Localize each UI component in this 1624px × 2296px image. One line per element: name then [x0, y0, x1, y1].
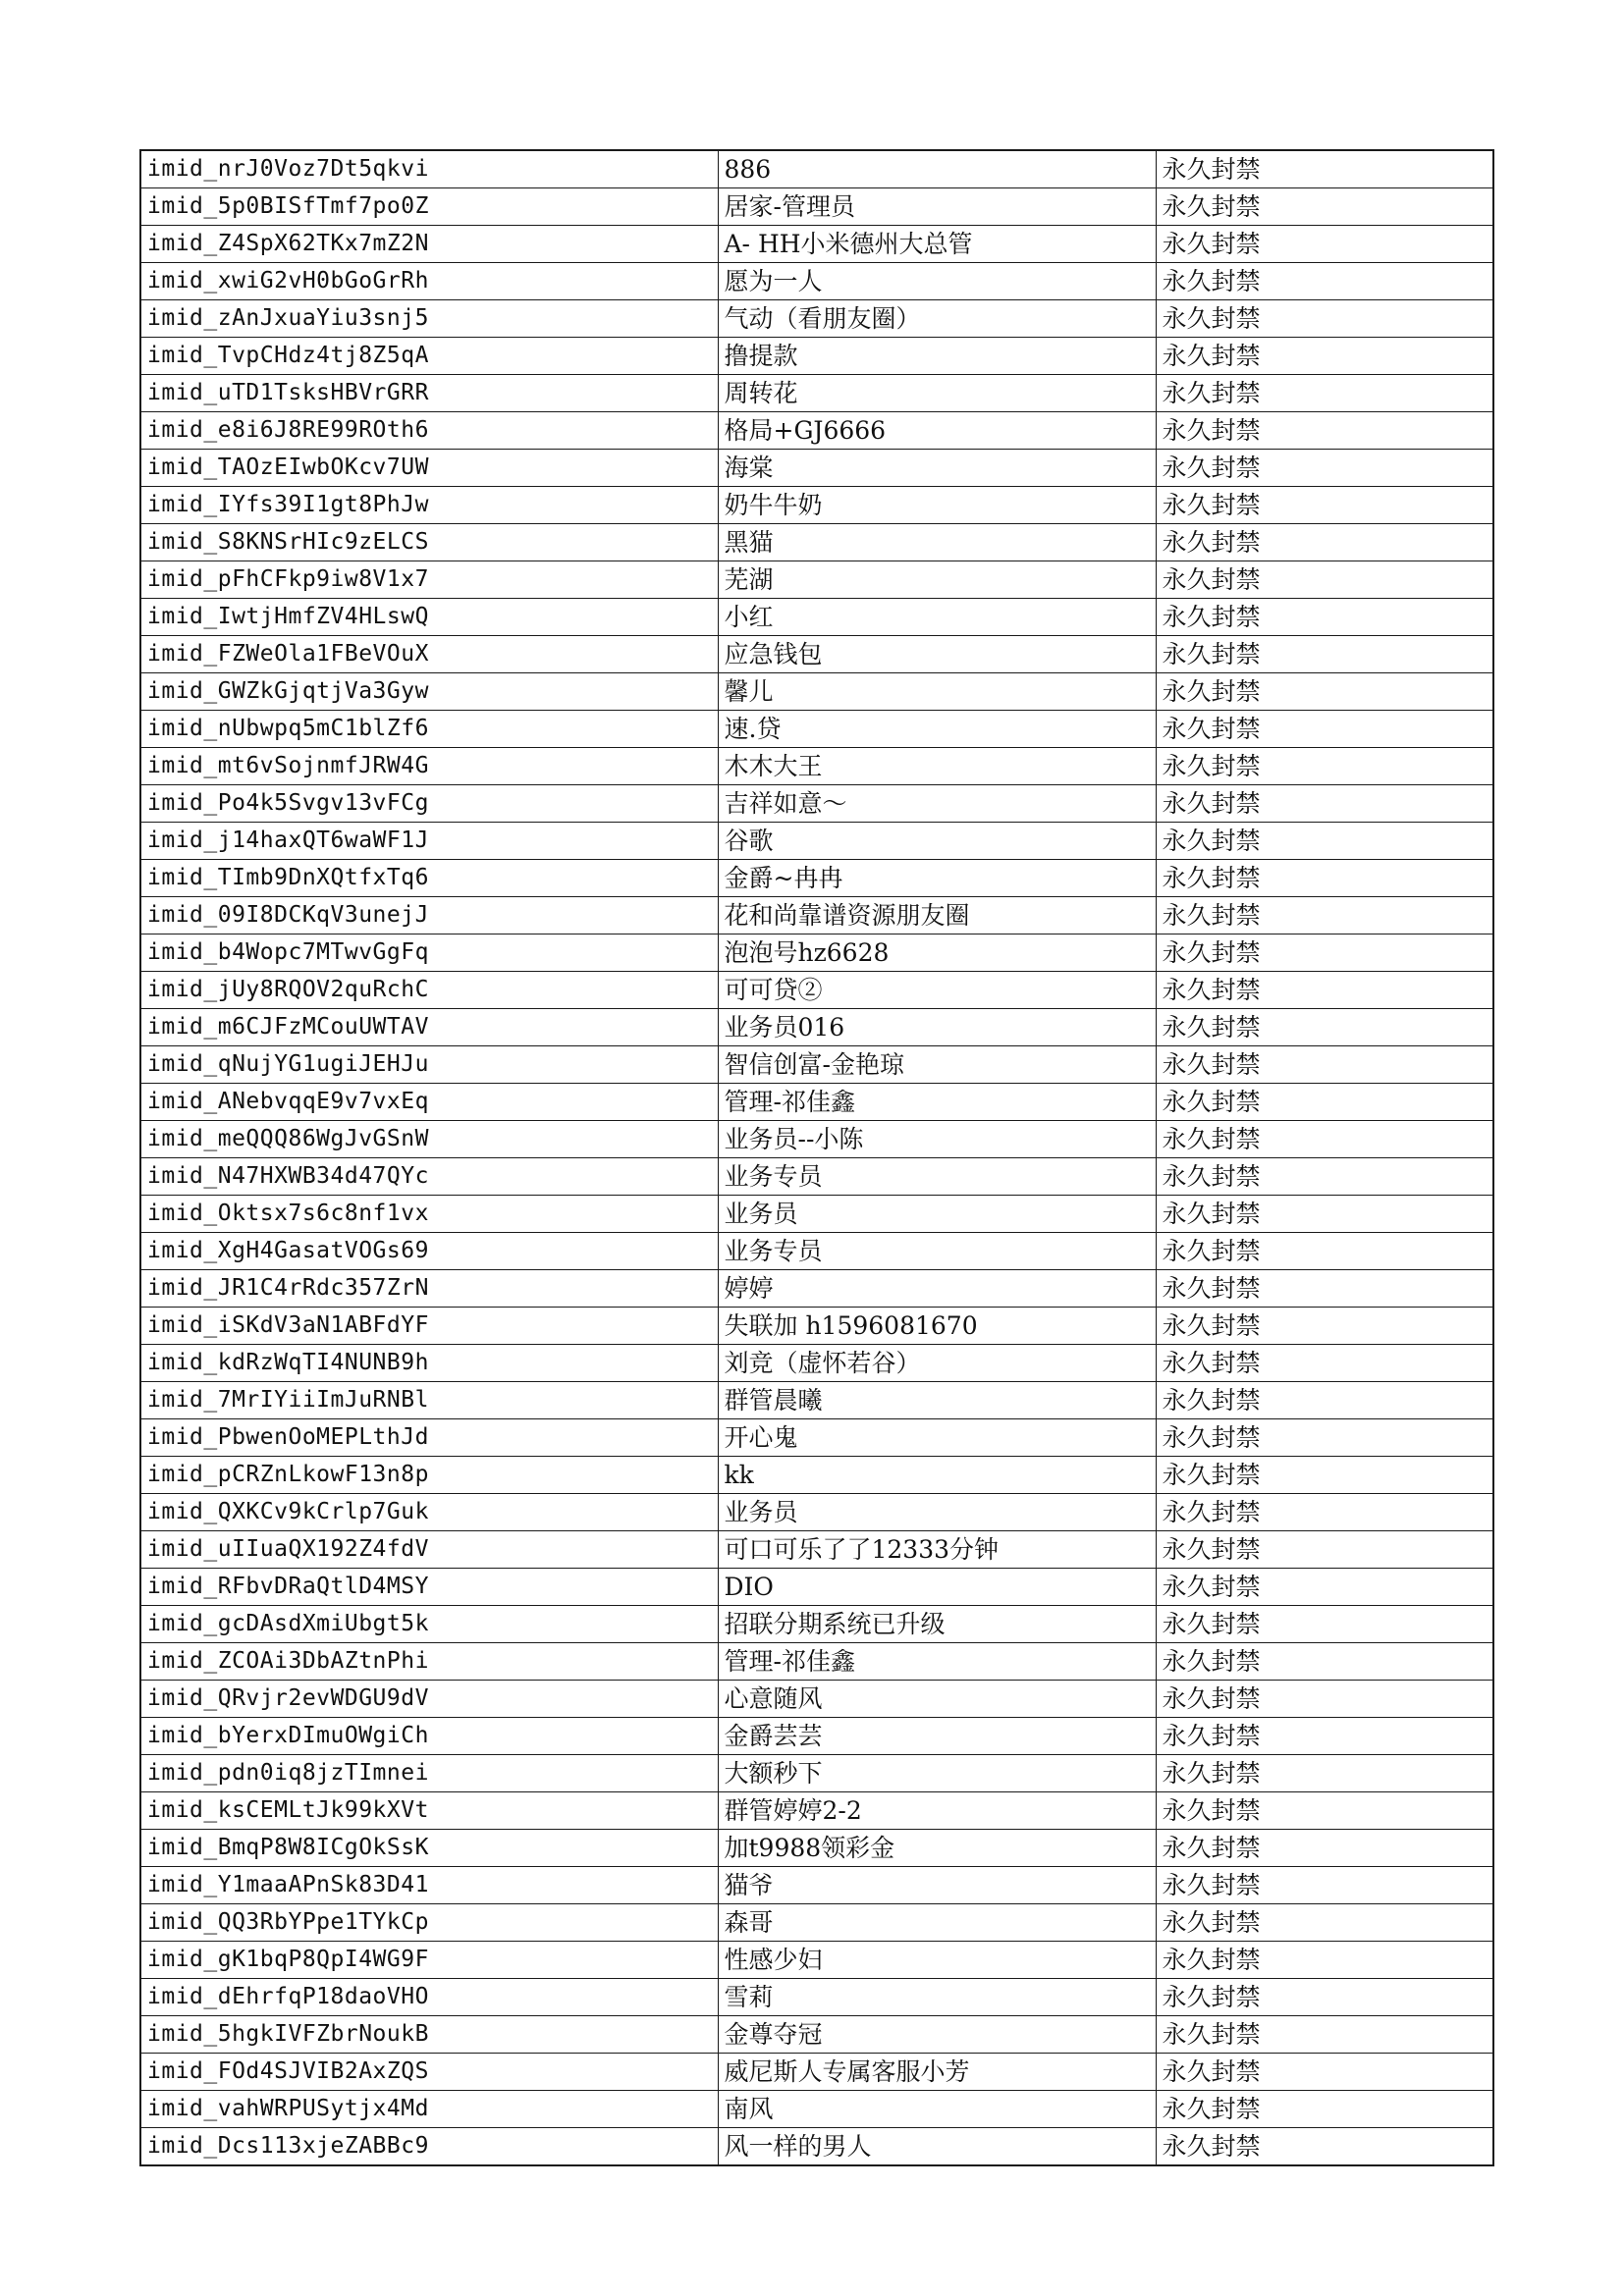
table-row: [140, 150, 1493, 188]
table-row: [140, 1457, 1493, 1494]
user-id-cell: imid_Dcs113xjeZABBc9: [140, 2128, 718, 2166]
nickname-cell: 业务员: [718, 1196, 1156, 1233]
table-row: [140, 561, 1493, 599]
table-row: [140, 2091, 1493, 2128]
user-id-cell: imid_GWZkGjqtjVa3Gyw: [140, 673, 718, 711]
user-id-cell: imid_ksCEMLtJk99kXVt: [140, 1792, 718, 1830]
nickname-cell: 业务专员: [718, 1233, 1156, 1270]
nickname-cell: kk: [718, 1457, 1156, 1494]
status-cell: 永久封禁: [1156, 1606, 1493, 1643]
user-id-cell: imid_ZCOAi3DbAZtnPhi: [140, 1643, 718, 1681]
table-row: [140, 1755, 1493, 1792]
table-row: [140, 1196, 1493, 1233]
user-id-cell: imid_vahWRPUSytjx4Md: [140, 2091, 718, 2128]
nickname-cell: 风一样的男人: [718, 2128, 1156, 2166]
user-id-cell: imid_QXKCv9kCrlp7Guk: [140, 1494, 718, 1531]
user-id-cell: imid_5hgkIVFZbrNoukB: [140, 2016, 718, 2054]
table-row: [140, 1308, 1493, 1345]
nickname-cell: 猫爷: [718, 1867, 1156, 1904]
user-id-cell: imid_iSKdV3aN1ABFdYF: [140, 1308, 718, 1345]
status-cell: 永久封禁: [1156, 1046, 1493, 1084]
nickname-cell: 花和尚靠谱资源朋友圈: [718, 897, 1156, 934]
status-cell: 永久封禁: [1156, 934, 1493, 972]
status-cell: 永久封禁: [1156, 2091, 1493, 2128]
table-row: [140, 823, 1493, 860]
status-cell: 永久封禁: [1156, 1979, 1493, 2016]
table-row: [140, 1419, 1493, 1457]
user-id-cell: imid_pFhCFkp9iw8V1x7: [140, 561, 718, 599]
user-id-cell: imid_TAOzEIwbOKcv7UW: [140, 450, 718, 487]
nickname-cell: 失联加 h1596081670: [718, 1308, 1156, 1345]
user-id-cell: imid_pdn0iq8jzTImnei: [140, 1755, 718, 1792]
user-id-cell: imid_JR1C4rRdc357ZrN: [140, 1270, 718, 1308]
status-cell: 永久封禁: [1156, 1643, 1493, 1681]
nickname-cell: 格局+GJ6666: [718, 412, 1156, 450]
nickname-cell: 开心鬼: [718, 1419, 1156, 1457]
status-cell: 永久封禁: [1156, 1867, 1493, 1904]
nickname-cell: 886: [718, 150, 1156, 188]
user-id-cell: imid_Oktsx7s6c8nf1vx: [140, 1196, 718, 1233]
nickname-cell: 管理-祁佳鑫: [718, 1643, 1156, 1681]
table-row: [140, 1942, 1493, 1979]
user-id-cell: imid_PbwenOoMEPLthJd: [140, 1419, 718, 1457]
nickname-cell: 芜湖: [718, 561, 1156, 599]
table-row: [140, 972, 1493, 1009]
table-row: [140, 1494, 1493, 1531]
nickname-cell: 馨儿: [718, 673, 1156, 711]
status-cell: 永久封禁: [1156, 1681, 1493, 1718]
user-id-cell: imid_uTD1TsksHBVrGRR: [140, 375, 718, 412]
user-id-cell: imid_nUbwpq5mC1blZf6: [140, 711, 718, 748]
user-id-cell: imid_FZWeOla1FBeVOuX: [140, 636, 718, 673]
status-cell: 永久封禁: [1156, 897, 1493, 934]
user-id-cell: imid_mt6vSojnmfJRW4G: [140, 748, 718, 785]
nickname-cell: 木木大王: [718, 748, 1156, 785]
user-id-cell: imid_kdRzWqTI4NUNB9h: [140, 1345, 718, 1382]
nickname-cell: 泡泡号hz6628: [718, 934, 1156, 972]
table-row: [140, 1121, 1493, 1158]
user-id-cell: imid_5p0BISfTmf7po0Z: [140, 188, 718, 226]
nickname-cell: 可口可乐了了12333分钟: [718, 1531, 1156, 1569]
nickname-cell: 群管婷婷2-2: [718, 1792, 1156, 1830]
table-row: [140, 748, 1493, 785]
table-row: [140, 1009, 1493, 1046]
user-id-cell: imid_bYerxDImuOWgiCh: [140, 1718, 718, 1755]
status-cell: 永久封禁: [1156, 599, 1493, 636]
user-id-cell: imid_meQQQ86WgJvGSnW: [140, 1121, 718, 1158]
table-row: [140, 1830, 1493, 1867]
user-id-cell: imid_qNujYG1ugiJEHJu: [140, 1046, 718, 1084]
status-cell: 永久封禁: [1156, 1830, 1493, 1867]
user-id-cell: imid_QRvjr2evWDGU9dV: [140, 1681, 718, 1718]
table-row: [140, 1382, 1493, 1419]
table-row: [140, 785, 1493, 823]
nickname-cell: 业务员016: [718, 1009, 1156, 1046]
status-cell: 永久封禁: [1156, 1419, 1493, 1457]
nickname-cell: 应急钱包: [718, 636, 1156, 673]
status-cell: 永久封禁: [1156, 748, 1493, 785]
status-cell: 永久封禁: [1156, 487, 1493, 524]
table-row: [140, 226, 1493, 263]
table-row: [140, 1531, 1493, 1569]
table-row: [140, 412, 1493, 450]
user-id-cell: imid_Y1maaAPnSk83D41: [140, 1867, 718, 1904]
status-cell: 永久封禁: [1156, 673, 1493, 711]
nickname-cell: 周转花: [718, 375, 1156, 412]
user-id-cell: imid_jUy8RQOV2quRchC: [140, 972, 718, 1009]
nickname-cell: 招联分期系统已升级: [718, 1606, 1156, 1643]
nickname-cell: 森哥: [718, 1904, 1156, 1942]
nickname-cell: 金尊夺冠: [718, 2016, 1156, 2054]
table-row: [140, 1158, 1493, 1196]
table-row: [140, 673, 1493, 711]
table-row: [140, 2016, 1493, 2054]
status-cell: 永久封禁: [1156, 1084, 1493, 1121]
user-id-cell: imid_7MrIYiiImJuRNBl: [140, 1382, 718, 1419]
nickname-cell: 吉祥如意～: [718, 785, 1156, 823]
nickname-cell: 威尼斯人专属客服小芳: [718, 2054, 1156, 2091]
status-cell: 永久封禁: [1156, 2054, 1493, 2091]
table-row: [140, 2128, 1493, 2166]
nickname-cell: 金爵芸芸: [718, 1718, 1156, 1755]
user-id-cell: imid_BmqP8W8ICgOkSsK: [140, 1830, 718, 1867]
nickname-cell: 群管晨曦: [718, 1382, 1156, 1419]
status-cell: 永久封禁: [1156, 375, 1493, 412]
table-row: [140, 1792, 1493, 1830]
table-row: [140, 375, 1493, 412]
table-row: [140, 1979, 1493, 2016]
user-id-cell: imid_m6CJFzMCouUWTAV: [140, 1009, 718, 1046]
table-row: [140, 860, 1493, 897]
table-row: [140, 711, 1493, 748]
user-id-cell: imid_IYfs39I1gt8PhJw: [140, 487, 718, 524]
user-id-cell: imid_j14haxQT6waWF1J: [140, 823, 718, 860]
user-id-cell: imid_XgH4GasatVOGs69: [140, 1233, 718, 1270]
nickname-cell: DIO: [718, 1569, 1156, 1606]
user-id-cell: imid_S8KNSrHIc9zELCS: [140, 524, 718, 561]
user-id-cell: imid_ANebvqqE9v7vxEq: [140, 1084, 718, 1121]
table-row: [140, 934, 1493, 972]
nickname-cell: 奶牛牛奶: [718, 487, 1156, 524]
nickname-cell: 管理-祁佳鑫: [718, 1084, 1156, 1121]
user-id-cell: imid_gK1bqP8QpI4WG9F: [140, 1942, 718, 1979]
status-cell: 永久封禁: [1156, 412, 1493, 450]
nickname-cell: 加t9988领彩金: [718, 1830, 1156, 1867]
status-cell: 永久封禁: [1156, 188, 1493, 226]
table-row: [140, 450, 1493, 487]
table-row: [140, 524, 1493, 561]
nickname-cell: 刘竞（虚怀若谷）: [718, 1345, 1156, 1382]
user-id-cell: imid_FOd4SJVIB2AxZQS: [140, 2054, 718, 2091]
user-id-cell: imid_nrJ0Voz7Dt5qkvi: [140, 150, 718, 188]
table-row: [140, 263, 1493, 300]
nickname-cell: 谷歌: [718, 823, 1156, 860]
user-id-cell: imid_b4Wopc7MTwvGgFq: [140, 934, 718, 972]
table-row: [140, 897, 1493, 934]
status-cell: 永久封禁: [1156, 1755, 1493, 1792]
status-cell: 永久封禁: [1156, 450, 1493, 487]
nickname-cell: 愿为一人: [718, 263, 1156, 300]
user-id-cell: imid_IwtjHmfZV4HLswQ: [140, 599, 718, 636]
table-row: [140, 1046, 1493, 1084]
status-cell: 永久封禁: [1156, 1457, 1493, 1494]
table-row: [140, 2054, 1493, 2091]
table-row: [140, 1345, 1493, 1382]
status-cell: 永久封禁: [1156, 1158, 1493, 1196]
user-id-cell: imid_09I8DCKqV3unejJ: [140, 897, 718, 934]
status-cell: 永久封禁: [1156, 1121, 1493, 1158]
status-cell: 永久封禁: [1156, 1942, 1493, 1979]
status-cell: 永久封禁: [1156, 300, 1493, 338]
table-row: [140, 1643, 1493, 1681]
user-id-cell: imid_QQ3RbYPpe1TYkCp: [140, 1904, 718, 1942]
user-id-cell: imid_Z4SpX62TKx7mZ2N: [140, 226, 718, 263]
nickname-cell: 海棠: [718, 450, 1156, 487]
status-cell: 永久封禁: [1156, 1196, 1493, 1233]
status-cell: 永久封禁: [1156, 1792, 1493, 1830]
nickname-cell: 心意随风: [718, 1681, 1156, 1718]
user-id-cell: imid_Po4k5Svgv13vFCg: [140, 785, 718, 823]
status-cell: 永久封禁: [1156, 711, 1493, 748]
table-row: [140, 1904, 1493, 1942]
nickname-cell: 南风: [718, 2091, 1156, 2128]
table-row: [140, 599, 1493, 636]
nickname-cell: 速.贷: [718, 711, 1156, 748]
status-cell: 永久封禁: [1156, 524, 1493, 561]
nickname-cell: 撸提款: [718, 338, 1156, 375]
status-cell: 永久封禁: [1156, 1904, 1493, 1942]
table-row: [140, 1681, 1493, 1718]
status-cell: 永久封禁: [1156, 823, 1493, 860]
table-row: [140, 636, 1493, 673]
nickname-cell: 雪莉: [718, 1979, 1156, 2016]
user-id-cell: imid_uIIuaQX192Z4fdV: [140, 1531, 718, 1569]
user-id-cell: imid_dEhrfqP18daoVHO: [140, 1979, 718, 2016]
status-cell: 永久封禁: [1156, 1009, 1493, 1046]
status-cell: 永久封禁: [1156, 636, 1493, 673]
table-row: [140, 1867, 1493, 1904]
nickname-cell: 性感少妇: [718, 1942, 1156, 1979]
nickname-cell: 婷婷: [718, 1270, 1156, 1308]
status-cell: 永久封禁: [1156, 2128, 1493, 2166]
table-row: [140, 1569, 1493, 1606]
status-cell: 永久封禁: [1156, 1308, 1493, 1345]
table-row: [140, 1606, 1493, 1643]
nickname-cell: 大额秒下: [718, 1755, 1156, 1792]
user-id-cell: imid_xwiG2vH0bGoGrRh: [140, 263, 718, 300]
status-cell: 永久封禁: [1156, 150, 1493, 188]
nickname-cell: 气动（看朋友圈）: [718, 300, 1156, 338]
status-cell: 永久封禁: [1156, 561, 1493, 599]
nickname-cell: 智信创富-金艳琼: [718, 1046, 1156, 1084]
nickname-cell: 可可贷②: [718, 972, 1156, 1009]
user-id-cell: imid_e8i6J8RE99ROth6: [140, 412, 718, 450]
table-row: [140, 1718, 1493, 1755]
status-cell: 永久封禁: [1156, 785, 1493, 823]
status-cell: 永久封禁: [1156, 1569, 1493, 1606]
status-cell: 永久封禁: [1156, 1270, 1493, 1308]
table-row: [140, 1270, 1493, 1308]
status-cell: 永久封禁: [1156, 1382, 1493, 1419]
status-cell: 永久封禁: [1156, 972, 1493, 1009]
user-id-cell: imid_N47HXWB34d47QYc: [140, 1158, 718, 1196]
nickname-cell: 业务员: [718, 1494, 1156, 1531]
table-row: [140, 1233, 1493, 1270]
status-cell: 永久封禁: [1156, 1531, 1493, 1569]
table-row: [140, 188, 1493, 226]
nickname-cell: 金爵~冉冉: [718, 860, 1156, 897]
status-cell: 永久封禁: [1156, 1718, 1493, 1755]
nickname-cell: 黑猫: [718, 524, 1156, 561]
user-id-cell: imid_TImb9DnXQtfxTq6: [140, 860, 718, 897]
status-cell: 永久封禁: [1156, 338, 1493, 375]
status-cell: 永久封禁: [1156, 860, 1493, 897]
status-cell: 永久封禁: [1156, 1494, 1493, 1531]
status-cell: 永久封禁: [1156, 2016, 1493, 2054]
table-row: [140, 300, 1493, 338]
status-cell: 永久封禁: [1156, 263, 1493, 300]
user-id-cell: imid_zAnJxuaYiu3snj5: [140, 300, 718, 338]
table-row: [140, 487, 1493, 524]
status-cell: 永久封禁: [1156, 1345, 1493, 1382]
nickname-cell: 业务员--小陈: [718, 1121, 1156, 1158]
user-id-cell: imid_RFbvDRaQtlD4MSY: [140, 1569, 718, 1606]
nickname-cell: 小红: [718, 599, 1156, 636]
nickname-cell: A- HH小米德州大总管: [718, 226, 1156, 263]
nickname-cell: 居家-管理员: [718, 188, 1156, 226]
user-id-cell: imid_TvpCHdz4tj8Z5qA: [140, 338, 718, 375]
table-row: [140, 1084, 1493, 1121]
ban-list-table: [139, 149, 1494, 2166]
user-id-cell: imid_pCRZnLkowF13n8p: [140, 1457, 718, 1494]
table-row: [140, 338, 1493, 375]
status-cell: 永久封禁: [1156, 226, 1493, 263]
ban-list-body: [140, 150, 1493, 2165]
status-cell: 永久封禁: [1156, 1233, 1493, 1270]
nickname-cell: 业务专员: [718, 1158, 1156, 1196]
user-id-cell: imid_gcDAsdXmiUbgt5k: [140, 1606, 718, 1643]
